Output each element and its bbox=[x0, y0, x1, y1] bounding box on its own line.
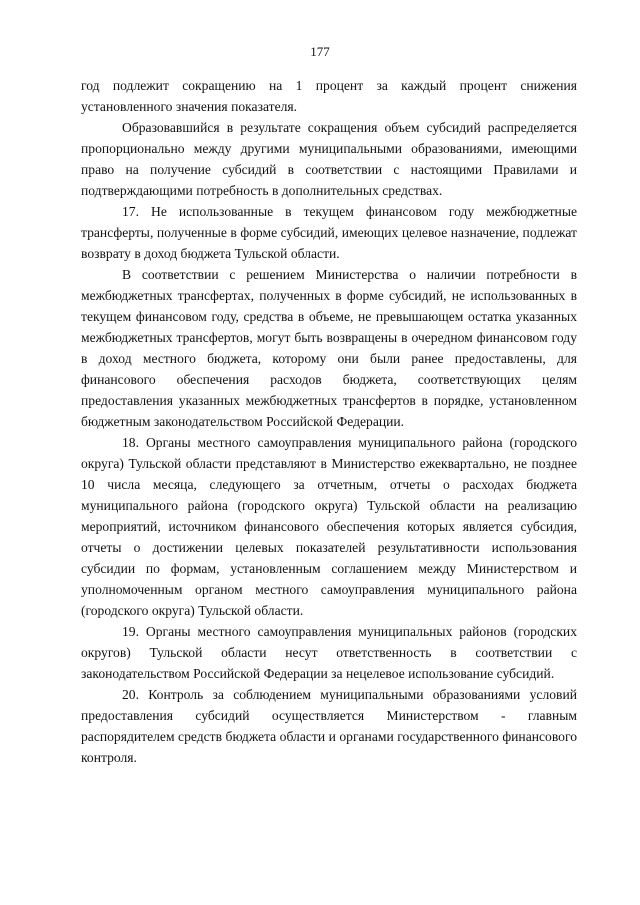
paragraph-reduction-rule: год подлежит сокращению на 1 процент за каждый процент снижения установленного значения показателя. bbox=[81, 78, 577, 114]
paragraph-18-reporting: 18. Органы местного самоуправления муниципального района (городского округа) Тульской области представляют в Министерство ежеквартально, не позднее 10 числа месяца, следующего за отчетным, отчеты о расходах бюджета муниципального района (городского округа) Тульской области на реализацию мероприятий, источником финансового обеспечения которых является субсидия, отчеты о достижении целевых показателей результативности использования субсидии по формам, установленным соглашением между Министерством и уполномоченным органом местного самоуправления муниципального района (городского округа) Тульской области. bbox=[81, 435, 577, 618]
paragraph-ministry-decision: В соответствии с решением Министерства о наличии потребности в межбюджетных трансфертах, полученных в форме субсидий, не использованных в текущем финансовом году, средства в объеме, не превышающем остатка указанных межбюджетных трансфертов, могут быть возвращены в очередном финансовом году в доход местного бюджета, которому они были ранее предоставлены, для финансового обеспечения расходов бюджета, соответствующих целям предоставления указанных межбюджетных трансфертов в порядке, установленном бюджетным законодательством Российской Федерации. bbox=[81, 267, 577, 429]
document-body bbox=[81, 75, 577, 768]
page-number: 177 bbox=[310, 44, 330, 59]
paragraph-17-unused-transfers: 17. Не использованные в текущем финансовом году межбюджетные трансферты, полученные в форме субсидий, имеющих целевое назначение, подлежат возврату в доход бюджета Тульской области. bbox=[81, 204, 577, 261]
paragraph-20-control: 20. Контроль за соблюдением муниципальными образованиями условий предоставления субсидий осуществляется Министерством - главным распорядителем средств бюджета области и органами государственного финансового контроля. bbox=[81, 687, 577, 765]
paragraph-subsidy-redistribution: Образовавшийся в результате сокращения объем субсидий распределяется пропорционально между другими муниципальными образованиями, имеющими право на получение субсидий в соответствии с настоящими Правилами и подтверждающими потребность в дополнительных средствах. bbox=[81, 120, 577, 198]
paragraph-19-responsibility: 19. Органы местного самоуправления муниципальных районов (городских округов) Тульской области несут ответственность в соответствии с законодательством Российской Федерации за нецелевое использование субсидий. bbox=[81, 624, 577, 681]
